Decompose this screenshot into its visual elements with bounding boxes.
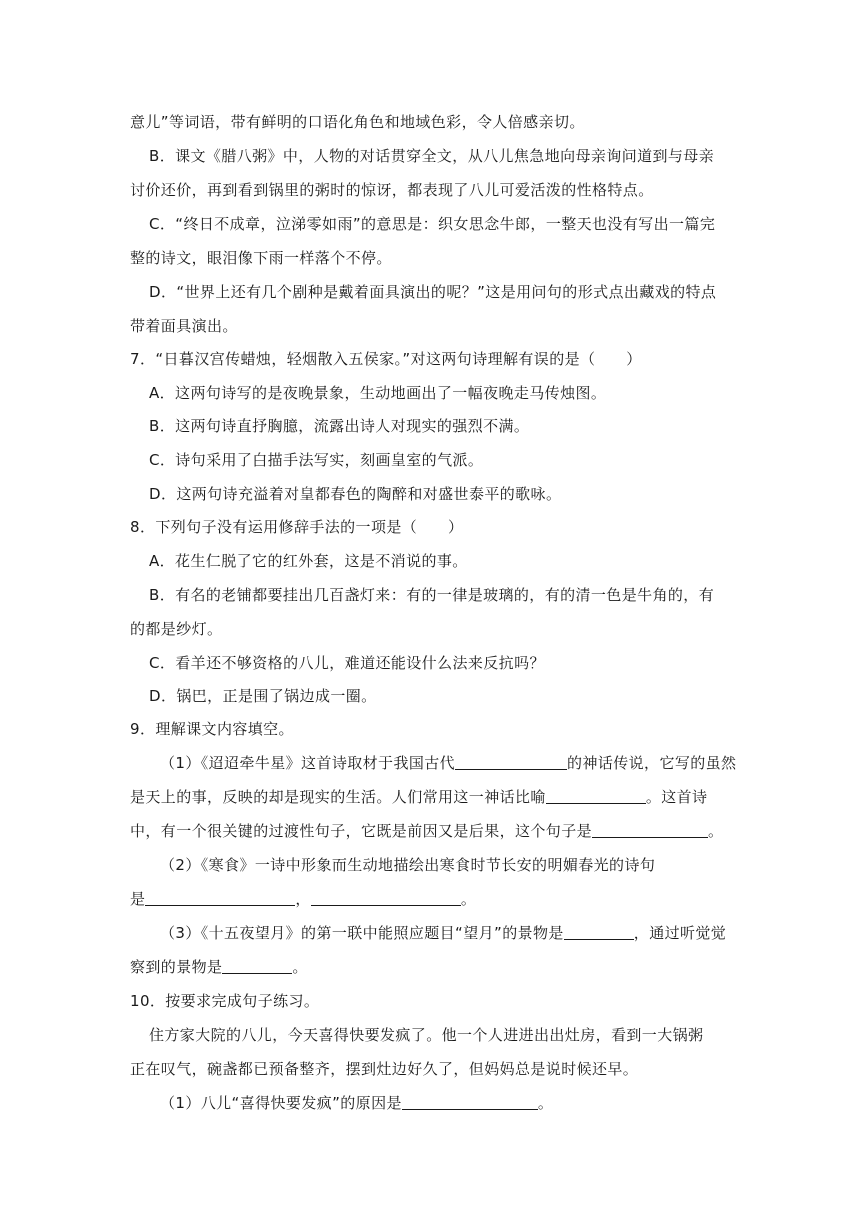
q10-passage-line2: 正在叹气，碗盏都已预备整齐，摆到灶边好久了，但妈妈总是说时候还早。 [130, 1060, 639, 1078]
q7-option-b: B．这两句诗直抒胸臆，流露出诗人对现实的强烈不满。 [149, 417, 530, 435]
q6-option-c: C．“终日不成章，泣涕零如雨”的意思是：织女思念牛郎，一整天也没有写出一篇完 [149, 215, 716, 233]
q9-part3-line1 [160, 922, 760, 944]
q9-part3-text-b: ，通过听觉觉 [633, 924, 727, 942]
q6-option-b-cont: 讨价还价，再到看到锅里的粥时的惊讶，都表现了八儿可爱活泼的性格特点。 [130, 181, 654, 199]
answer-blank[interactable] [592, 821, 708, 838]
answer-blank[interactable] [222, 957, 292, 974]
q10-sub1 [160, 1092, 760, 1114]
q9-part1-line2 [130, 786, 730, 808]
q6-option-d-cont: 带着面具演出。 [130, 317, 238, 335]
q8-stem: 8．下列句子没有运用修辞手法的一项是（ ） [130, 518, 464, 536]
q9-part2-text-c: ， [295, 890, 311, 908]
q9-stem: 9．理解课文内容填空。 [130, 720, 294, 738]
answer-blank[interactable] [546, 787, 646, 804]
q8-option-c: C．看羊还不够资格的八儿，难道还能设什么法来反抗吗？ [149, 654, 545, 672]
q8-option-b-cont: 的都是纱灯。 [130, 620, 223, 638]
q9-part1-text-a: （1）《迢迢牵牛星》这首诗取材于我国古代 [160, 754, 456, 772]
answer-blank[interactable] [455, 753, 567, 770]
answer-blank[interactable] [564, 923, 634, 940]
q7-option-a: A．这两句诗写的是夜晚景象，生动地画出了一幅夜晚走马传烛图。 [149, 384, 607, 402]
q9-part2-text-b: 是 [130, 890, 146, 908]
q9-part1-line1 [160, 752, 760, 774]
answer-blank[interactable] [402, 1093, 538, 1110]
q9-part2-text-d: 。 [460, 890, 477, 908]
q9-part1-text-d: 。这首诗 [645, 788, 708, 806]
q9-part3-text-a: （3）《十五夜望月》的第一联中能照应题目“望月”的景物是 [160, 924, 564, 942]
q8-option-a: A．花生仁脱了它的红外套，这是不消说的事。 [149, 552, 468, 570]
answer-blank[interactable] [145, 889, 295, 906]
q6-text-line: 意儿”等词语，带有鲜明的口语化角色和地域色彩，令人倍感亲切。 [130, 113, 585, 131]
q9-part1-line3 [130, 820, 730, 842]
answer-blank[interactable] [311, 889, 461, 906]
q10-sub1-text-b: 。 [537, 1094, 554, 1112]
q9-part3-line2 [130, 956, 730, 978]
q7-option-d: D．这两句诗充溢着对皇都春色的陶醉和对盛世泰平的歌咏。 [149, 485, 562, 503]
q8-option-b: B．有名的老铺都要挂出几百盏灯来：有的一律是玻璃的，有的清一色是牛角的，有 [149, 586, 715, 604]
q8-option-d: D．锅巴，正是围了锅边成一圈。 [149, 687, 377, 705]
q9-part3-text-c: 察到的景物是 [130, 958, 223, 976]
q7-option-c: C．诗句采用了白描手法写实，刻画皇室的气派。 [149, 451, 484, 469]
q10-sub1-text-a: （1）八儿“喜得快要发疯”的原因是 [160, 1094, 402, 1112]
q6-option-d: D．“世界上还有几个剧种是戴着面具演出的呢？”这是用问句的形式点出藏戏的特点 [149, 283, 717, 301]
q9-part3-text-d: 。 [292, 958, 308, 976]
q9-part1-text-c: 是天上的事，反映的却是现实的生活。人们常用这一神话比喻 [130, 788, 546, 806]
q6-option-b: B．课文《腊八粥》中，人物的对话贯穿全文，从八儿焦急地向母亲询问道到与母亲 [149, 147, 715, 165]
q9-part1-text-e: 中，有一个很关键的过渡性句子，它既是前因又是后果，这个句子是 [130, 822, 593, 840]
q6-option-c-cont: 整的诗文，眼泪像下雨一样落个不停。 [130, 249, 392, 267]
q9-part1-text-f: 。 [708, 822, 724, 840]
q9-part2-line2 [130, 888, 730, 910]
q10-stem: 10．按要求完成句子练习。 [130, 992, 320, 1010]
q7-stem: 7．“日暮汉宫传蜡烛，轻烟散入五侯家。”对这两句诗理解有误的是（ ） [130, 350, 642, 368]
q10-passage-line1: 住方家大院的八儿，今天喜得快要发疯了。他一个人进进出出灶房，看到一大锅粥 [149, 1026, 704, 1044]
q9-part2-line1: （2）《寒食》一诗中形象而生动地描绘出寒食时节长安的明媚春光的诗句 [160, 856, 656, 874]
q9-part1-text-b: 的神话传说，它写的虽然 [567, 754, 737, 772]
